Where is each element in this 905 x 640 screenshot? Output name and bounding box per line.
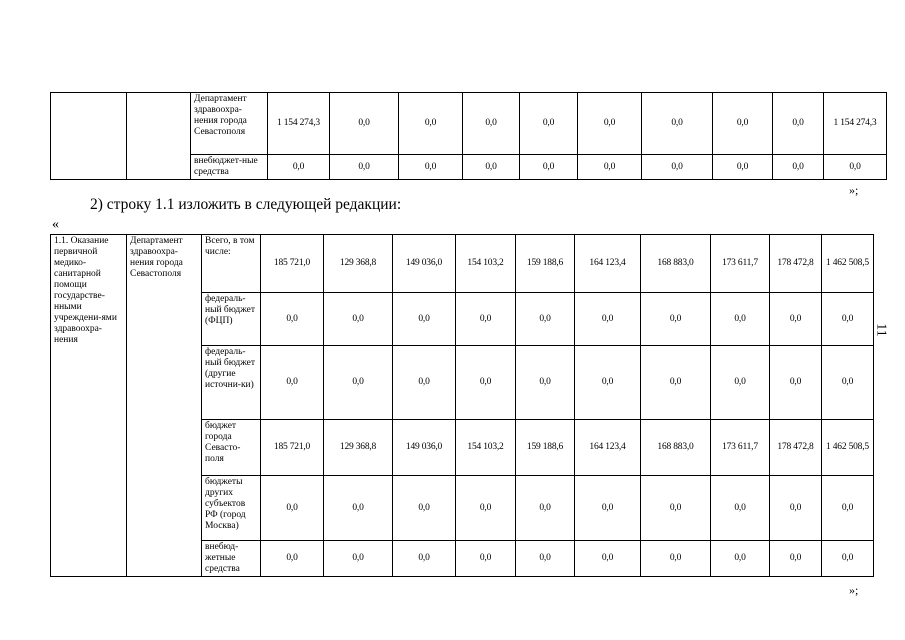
value-cell: 0,0	[520, 155, 578, 180]
funding-source-cell: федераль-ный бюджет (другие источни-ки)	[202, 346, 261, 420]
total-cell: 1 462 508,5	[822, 420, 874, 476]
table-row	[51, 235, 874, 293]
instruction-text: 2) строку 1.1 изложить в следующей редакции:	[90, 196, 402, 213]
value-cell: 178 472,8	[770, 235, 822, 293]
executor-cell: Департамент здравоохра-нения города Севастополя	[127, 235, 202, 577]
value-cell: 0,0	[641, 541, 711, 577]
value-cell: 0,0	[463, 155, 520, 180]
value-cell: 0,0	[642, 93, 713, 155]
table-row	[51, 93, 887, 155]
value-cell: 0,0	[641, 476, 711, 541]
value-cell: 0,0	[578, 155, 642, 180]
funding-source-cell: федераль-ный бюджет (ФЦП)	[202, 293, 261, 346]
value-cell: 0,0	[711, 476, 770, 541]
value-cell: 0,0	[713, 93, 773, 155]
value-cell: 0,0	[393, 541, 456, 577]
value-cell: 185 721,0	[261, 235, 324, 293]
value-cell: 168 883,0	[641, 420, 711, 476]
value-cell: 0,0	[456, 346, 516, 420]
value-cell: 0,0	[575, 541, 641, 577]
value-cell: 0,0	[516, 541, 575, 577]
value-cell: 0,0	[393, 293, 456, 346]
value-cell: 159 188,6	[516, 420, 575, 476]
value-cell: 0,0	[770, 293, 822, 346]
value-cell: 0,0	[578, 93, 642, 155]
value-cell: 0,0	[324, 476, 393, 541]
value-cell: 0,0	[642, 155, 713, 180]
corner-mark	[880, 0, 890, 5]
value-cell: 149 036,0	[393, 420, 456, 476]
value-cell: 0,0	[399, 155, 463, 180]
value-cell: 185 721,0	[261, 420, 324, 476]
value-cell: 0,0	[463, 93, 520, 155]
value-cell: 0,0	[641, 293, 711, 346]
closing-quote-mark: »;	[849, 583, 859, 597]
value-cell: 0,0	[711, 346, 770, 420]
value-cell: 0,0	[261, 346, 324, 420]
funding-source-cell: Департамент здравоохра-нения города Севастополя	[191, 93, 268, 155]
value-cell: 0,0	[773, 155, 824, 180]
value-cell: 0,0	[261, 476, 324, 541]
value-cell: 173 611,7	[711, 420, 770, 476]
value-cell: 149 036,0	[393, 235, 456, 293]
total-cell: 0,0	[822, 541, 874, 577]
total-cell: 0,0	[824, 155, 887, 180]
total-cell: 1 154 274,3	[824, 93, 887, 155]
total-cell: 0,0	[822, 293, 874, 346]
value-cell: 129 368,8	[324, 420, 393, 476]
value-cell: 0,0	[770, 476, 822, 541]
name-cell: 1.1. Оказание первичной медико-санитарной помощи государстве-нными учреждени-ями здравоохра-нения	[51, 235, 127, 577]
value-cell: 0,0	[456, 541, 516, 577]
value-cell: 0,0	[393, 476, 456, 541]
value-cell: 0,0	[516, 346, 575, 420]
closing-quote-mark: »;	[849, 183, 859, 197]
total-cell: 0,0	[822, 346, 874, 420]
value-cell: 154 103,2	[456, 235, 516, 293]
value-cell: 154 103,2	[456, 420, 516, 476]
funding-source-cell: внебюджет-ные средства	[191, 155, 268, 180]
value-cell: 0,0	[520, 93, 578, 155]
funding-source-cell: внебюд-жетные средства	[202, 541, 261, 577]
value-cell: 164 123,4	[575, 235, 641, 293]
value-cell: 0,0	[711, 541, 770, 577]
value-cell: 0,0	[770, 541, 822, 577]
funding-source-cell: Всего, в том числе:	[202, 235, 261, 293]
value-cell: 0,0	[456, 476, 516, 541]
budget-table-continuation	[50, 92, 887, 180]
budget-table-row-1-1	[50, 234, 874, 577]
value-cell: 0,0	[641, 346, 711, 420]
funding-source-cell: бюджеты других субъектов РФ (город Москва)	[202, 476, 261, 541]
value-cell: 0,0	[773, 93, 824, 155]
value-cell: 0,0	[575, 476, 641, 541]
funding-source-cell: бюджет города Севасто-поля	[202, 420, 261, 476]
value-cell: 0,0	[713, 155, 773, 180]
value-cell: 0,0	[324, 541, 393, 577]
executor-cell	[127, 93, 191, 180]
opening-quote-mark: «	[52, 217, 59, 232]
value-cell: 0,0	[330, 155, 399, 180]
value-cell: 0,0	[324, 293, 393, 346]
value-cell: 0,0	[711, 293, 770, 346]
total-cell: 1 462 508,5	[822, 235, 874, 293]
value-cell: 0,0	[516, 476, 575, 541]
value-cell: 0,0	[324, 346, 393, 420]
value-cell: 0,0	[770, 346, 822, 420]
value-cell: 0,0	[516, 293, 575, 346]
value-cell: 0,0	[261, 541, 324, 577]
value-cell: 0,0	[399, 93, 463, 155]
value-cell: 0,0	[393, 346, 456, 420]
value-cell: 129 368,8	[324, 235, 393, 293]
value-cell: 0,0	[456, 293, 516, 346]
value-cell: 0,0	[575, 346, 641, 420]
value-cell: 178 472,8	[770, 420, 822, 476]
value-cell: 0,0	[575, 293, 641, 346]
value-cell: 1 154 274,3	[268, 93, 330, 155]
page-number: 11	[873, 323, 889, 337]
value-cell: 0,0	[330, 93, 399, 155]
value-cell: 159 188,6	[516, 235, 575, 293]
value-cell: 173 611,7	[711, 235, 770, 293]
value-cell: 168 883,0	[641, 235, 711, 293]
value-cell: 0,0	[268, 155, 330, 180]
total-cell: 0,0	[822, 476, 874, 541]
value-cell: 164 123,4	[575, 420, 641, 476]
value-cell: 0,0	[261, 293, 324, 346]
name-cell	[51, 93, 127, 180]
